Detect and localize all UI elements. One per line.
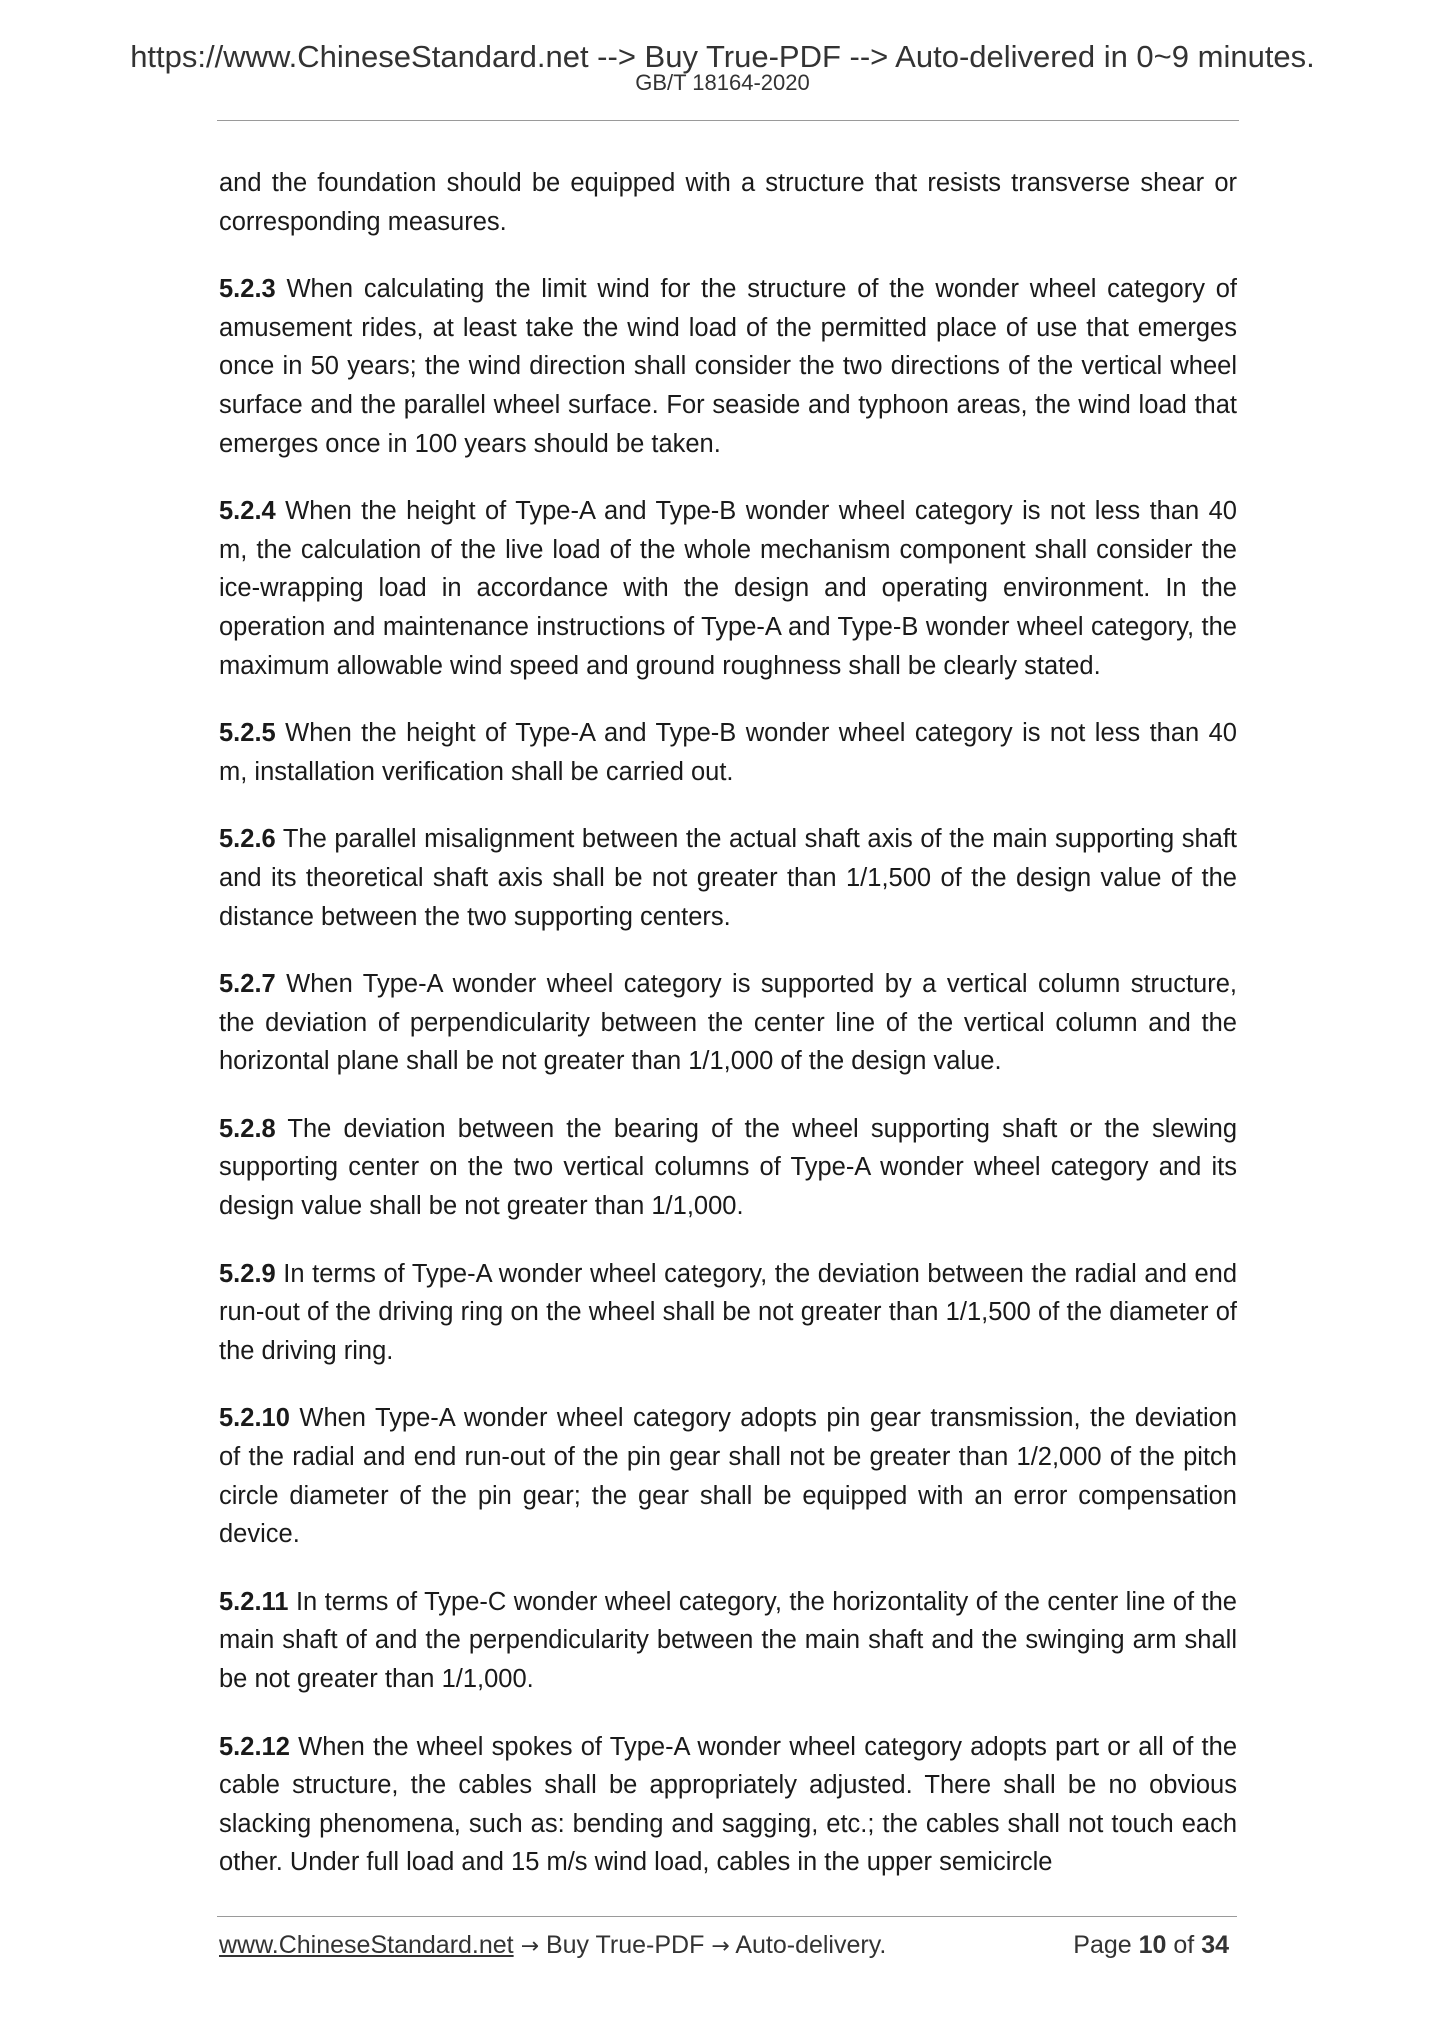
clause-number: 5.2.3 <box>219 275 276 304</box>
clause-paragraph <box>219 1110 1237 1226</box>
clause-paragraph <box>219 1728 1237 1882</box>
page-footer <box>219 1930 1229 1962</box>
standard-code: GB/T 18164-2020 <box>635 70 810 95</box>
intro-paragraph: and the foundation should be equipped with a structure that resists transverse shear or corresponding measures. <box>219 169 1237 236</box>
clause-paragraph <box>219 492 1237 685</box>
arrow-right-icon: → <box>711 1934 730 1959</box>
footer-divider <box>217 1916 1237 1917</box>
total-pages: 34 <box>1201 1931 1229 1959</box>
clause-paragraph <box>219 1583 1237 1699</box>
clause-number: 5.2.9 <box>219 1259 276 1288</box>
clause-text: When calculating the limit wind for the structure of the wonder wheel category of amusement rides, at least take the wind load of the permitted place of use that emerges once in 50 years; the wind direction shall consider the two directions of the vertical wheel surface and the parallel wheel surface. For seaside and typhoon areas, the wind load that emerges once in 100 years should be taken. <box>219 275 1237 458</box>
clause-number: 5.2.8 <box>219 1114 276 1143</box>
clause-number: 5.2.11 <box>219 1587 289 1616</box>
page-indicator <box>1073 1930 1229 1960</box>
clause-number: 5.2.7 <box>219 970 276 999</box>
clause-text: The parallel misalignment between the actual shaft axis of the main supporting shaft and its theoretical shaft axis shall be not greater than 1/1,500 of the design value of the distance between the two supporting centers. <box>219 825 1237 931</box>
clause-text: The deviation between the bearing of the wheel supporting shaft or the slewing supporting center on the two vertical columns of Type-A wonder wheel category and its design value shall be not greater than 1/1,000. <box>219 1114 1237 1221</box>
delivery-label: Auto-delivery. <box>735 1931 887 1959</box>
clause-text: In terms of Type-C wonder wheel category, the horizontality of the center line of the main shaft of and the perpendicularity between the main shaft and the swinging arm shall be not greater than 1/1,000. <box>219 1587 1237 1693</box>
site-link[interactable]: www.ChineseStandard.net <box>219 1931 514 1959</box>
clause-number: 5.2.4 <box>219 497 276 526</box>
document-body <box>219 164 1237 1911</box>
clause-paragraph <box>219 714 1237 791</box>
clause-paragraph <box>219 1255 1237 1371</box>
clause-text: When Type-A wonder wheel category adopts pin gear transmission, the deviation of the radial and end run-out of the pin gear shall not be greater than 1/2,000 of the pitch circle diameter of the pin gear; the gear shall be equipped with an error compensation device. <box>219 1404 1237 1549</box>
clause-number: 5.2.12 <box>219 1732 290 1761</box>
clause-paragraph <box>219 270 1237 463</box>
site-banner: https://www.ChineseStandard.net --> Buy True-PDF --> Auto-delivered in 0~9 minutes. <box>130 39 1315 74</box>
page-number: 10 <box>1138 1931 1167 1959</box>
header-divider <box>217 120 1239 121</box>
clause-text: In terms of Type-A wonder wheel category, the deviation between the radial and end run-out of the driving ring on the wheel shall be not greater than 1/1,500 of the diameter of the driving ring. <box>219 1259 1237 1365</box>
clause-number: 5.2.10 <box>219 1404 290 1433</box>
clause-text: When the wheel spokes of Type-A wonder wheel category adopts part or all of the cable structure, the cables shall be appropriately adjusted. There shall be no obvious slacking phenomena, such as: bending and sagging, etc.; the cables shall not touch each other. Under full load and 15 m/s wind load, cables in the upper semicircle <box>219 1732 1237 1877</box>
clause-number: 5.2.6 <box>219 825 276 854</box>
page-label: Page <box>1073 1931 1132 1959</box>
clause-number: 5.2.5 <box>219 719 276 748</box>
of-label: of <box>1173 1931 1195 1959</box>
clause-paragraph <box>219 965 1237 1081</box>
clause-paragraph <box>219 820 1237 936</box>
arrow-right-icon: → <box>520 1934 540 1959</box>
clause-text: When the height of Type-A and Type-B wonder wheel category is not less than 40 m, installation verification shall be carried out. <box>219 719 1237 786</box>
clause-paragraph <box>219 1399 1237 1553</box>
clause-text: When Type-A wonder wheel category is supported by a vertical column structure, the deviation of perpendicularity between the center line of the vertical column and the horizontal plane shall be not greater than 1/1,000 of the design value. <box>219 970 1237 1076</box>
clause-text: When the height of Type-A and Type-B wonder wheel category is not less than 40 m, the calculation of the live load of the whole mechanism component shall consider the ice-wrapping load in accordance with the design and operating environment. In the operation and maintenance instructions of Type-A and Type-B wonder wheel category, the maximum allowable wind speed and ground roughness shall be clearly stated. <box>219 497 1237 680</box>
buy-label: Buy True-PDF <box>545 1931 705 1959</box>
